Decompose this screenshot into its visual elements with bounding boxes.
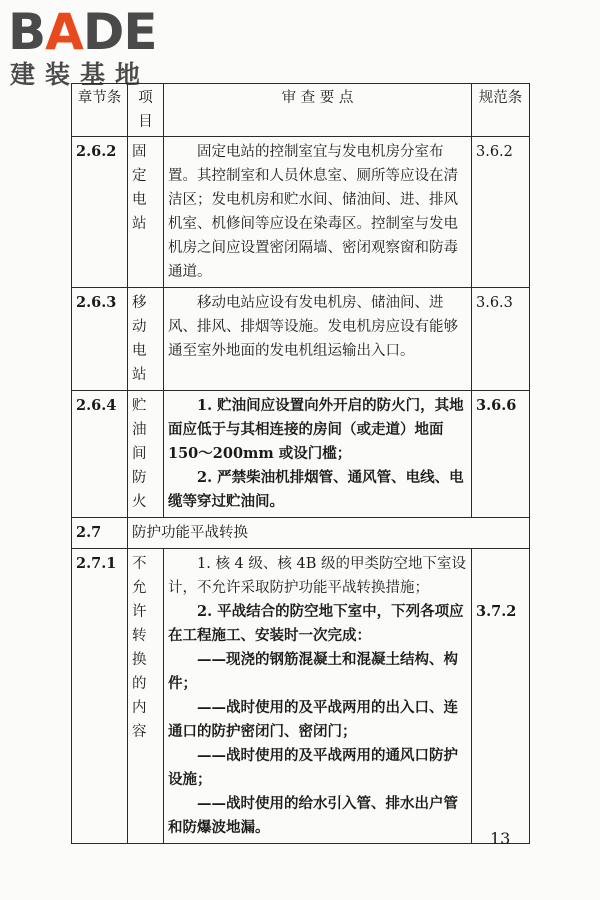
point-paragraph: 1. 贮油间应设置向外开启的防火门，其地面应低于与其相连接的房间（或走道）地面 150～200mm 或设门槛； [168, 397, 464, 462]
point-list-item: ——战时使用的及平战两用的出入口、连通口的防护密闭门、密闭门； [168, 699, 458, 740]
point-paragraph: 1. 核 4 级、核 4B 级的甲类防空地下室设计，不允许采取防护功能平战转换措施； [168, 556, 466, 596]
logo-wordmark: BADE [8, 3, 157, 61]
header-code: 规范条 [472, 84, 530, 137]
table-row [72, 549, 530, 844]
bade-logo [8, 4, 178, 94]
review-points [164, 549, 472, 844]
table-header-row [72, 84, 530, 137]
review-points [164, 391, 472, 518]
section-number: 2.7.1 [72, 549, 128, 844]
header-points: 审 查 要 点 [164, 84, 472, 137]
logo-subtitle: 建装基地 [10, 60, 151, 89]
review-points [164, 137, 472, 288]
section-number: 2.6.3 [72, 288, 128, 391]
item-name: 贮油间防火 [128, 391, 164, 518]
point-list-item: ——战时使用的给水引入管、排水出户管和防爆波地漏。 [168, 795, 458, 836]
section-heading: 防护功能平战转换 [128, 518, 530, 549]
review-points [164, 288, 472, 391]
section-number: 2.7 [72, 518, 128, 549]
header-item: 项目 [128, 84, 164, 137]
table-row [72, 288, 530, 391]
review-table [71, 83, 530, 844]
point-list-item: ——现浇的钢筋混凝土和混凝土结构、构件； [168, 651, 458, 692]
table-row [72, 518, 530, 549]
item-name: 不允许转换的内容 [128, 549, 164, 844]
section-number: 2.6.2 [72, 137, 128, 288]
code-reference: 3.6.6 [472, 391, 530, 518]
point-paragraph: 2. 严禁柴油机排烟管、通风管、电线、电缆等穿过贮油间。 [168, 469, 464, 510]
section-number: 2.6.4 [72, 391, 128, 518]
table-row [72, 137, 530, 288]
code-reference: 3.6.2 [472, 137, 530, 288]
code-reference: 3.6.3 [472, 288, 530, 391]
table-row [72, 391, 530, 518]
item-name: 固定电站 [128, 137, 164, 288]
code-reference [472, 549, 530, 844]
point-paragraph: 2. 平战结合的防空地下室中，下列各项应在工程施工、安装时一次完成： [168, 603, 464, 644]
page-number: 13 [490, 829, 511, 848]
point-list-item: ——战时使用的及平战两用的通风口防护设施； [168, 747, 458, 788]
header-chapter: 章节条 [72, 84, 128, 137]
point-paragraph: 移动电站应设有发电机房、储油间、进风、排风、排烟等设施。发电机房应设有能够通至室外地面的发电机组运输出入口。 [168, 295, 458, 359]
item-name: 移动电站 [128, 288, 164, 391]
point-paragraph: 固定电站的控制室宜与发电机房分室布置。其控制室和人员休息室、厕所等应设在清洁区；发电机房和贮水间、储油间、进、排风机室、机修间等应设在染毒区。控制室与发电机房之间应设置密闭隔墙、密闭观察窗和防毒通道。 [168, 144, 458, 280]
code-reference-value: 3.7.2 [476, 603, 517, 620]
